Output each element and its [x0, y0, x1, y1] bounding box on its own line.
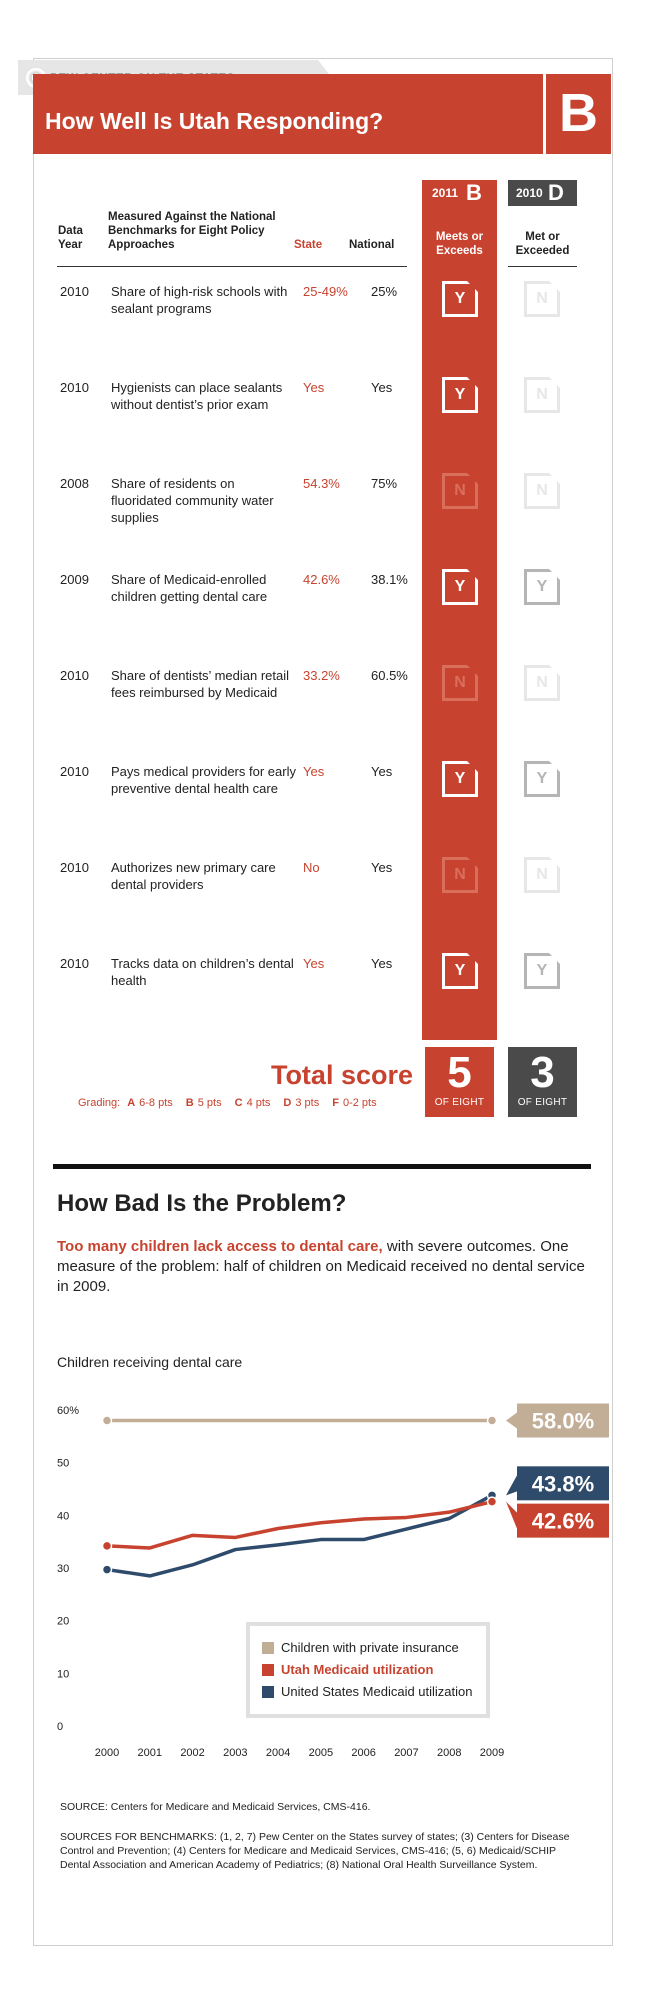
row-measure: Tracks data on children’s dental health — [111, 956, 294, 988]
row-year: 2010 — [60, 860, 89, 875]
x-tick-label: 2007 — [394, 1747, 419, 1759]
grading-scale — [78, 1097, 390, 1109]
header-state: State — [294, 239, 323, 251]
banner-separator — [543, 74, 546, 154]
grading-letter: A — [127, 1097, 136, 1109]
intro-rest: with severe outcomes. One measure of the problem: half of children on Medicaid received no dental service in 2009. — [57, 1238, 585, 1295]
mark-2011: N — [442, 665, 478, 701]
row-year: 2009 — [60, 572, 89, 587]
row-state-value: No — [303, 860, 320, 875]
row-state-value: 25-49% — [303, 284, 348, 299]
grading-letter: B — [185, 1097, 194, 1109]
y-tick-label: 30 — [57, 1563, 70, 1575]
section-title: How Bad Is the Problem? — [57, 1190, 347, 1217]
row-year: 2010 — [60, 668, 89, 683]
grading-letter: D — [283, 1097, 292, 1109]
chart-title: Children receiving dental care — [57, 1354, 243, 1370]
grading-points: 5 pts — [197, 1097, 222, 1109]
intro-lead: Too many children lack access to dental care, — [57, 1238, 383, 1255]
row-measure: Hygienists can place sealants without dentist’s prior exam — [111, 380, 283, 412]
score-2011-box — [425, 1047, 494, 1117]
badge-2011-year: 2011 — [432, 186, 459, 200]
x-tick-label: 2009 — [479, 1747, 505, 1759]
mark-2011: Y — [442, 281, 478, 317]
mark-2010: N — [524, 473, 560, 509]
y-tick-label: 0 — [57, 1721, 64, 1733]
mark-2010: N — [524, 665, 560, 701]
x-tick-label: 2000 — [94, 1747, 120, 1759]
section-divider — [53, 1164, 591, 1169]
badge-2011-grade: B — [466, 180, 482, 205]
x-tick-label: 2006 — [351, 1747, 376, 1759]
header-met-2010: Met or Exceeded — [515, 231, 570, 257]
row-national-value: Yes — [371, 860, 393, 875]
y-tick-label: 10 — [57, 1668, 70, 1681]
legend-label: Children with private insurance — [281, 1640, 459, 1655]
overall-grade: B — [559, 83, 598, 143]
series-point — [103, 1416, 112, 1425]
row-national-value: 38.1% — [371, 572, 408, 587]
mark-2011: Y — [442, 377, 478, 413]
grading-letter: C — [234, 1097, 243, 1109]
line-chart — [0, 1370, 650, 1770]
badge-2010-year: 2010 — [516, 186, 543, 200]
mark-2010: Y — [524, 761, 560, 797]
series-point — [488, 1416, 497, 1425]
row-measure: Share of residents on fluoridated community water supplies — [111, 476, 274, 525]
row-measure: Share of dentists’ median retail fees reimbursed by Medicaid — [111, 668, 290, 700]
x-tick-label: 2005 — [308, 1747, 334, 1759]
grading-letter: F — [332, 1097, 339, 1109]
y-tick-label: 60% — [57, 1405, 80, 1417]
legend-label: Utah Medicaid utilization — [281, 1662, 434, 1677]
badge-2010 — [508, 180, 577, 206]
row-national-value: Yes — [371, 380, 393, 395]
x-tick-label: 2004 — [265, 1747, 291, 1759]
y-tick-label: 50 — [57, 1457, 70, 1470]
y-tick-label: 40 — [57, 1510, 70, 1523]
header-data-year: Data Year — [58, 225, 83, 251]
benchmark-sources: SOURCES FOR BENCHMARKS: (1, 2, 7) Pew Center on the States survey of states; (3) Centers for Disease Control and Prevention; (4) Centers for Medicare and Medicaid Services, CMS-416; (5, 6) Medicaid/SCHIP Dental Association and American Academy of Pediatrics; (8) National Oral Health Surveillance System. — [60, 1831, 570, 1871]
end-label-pointer — [506, 1475, 517, 1495]
total-score-label: Total score — [270, 1060, 413, 1090]
x-tick-label: 2001 — [137, 1747, 163, 1759]
score-2011-of: OF EIGHT — [434, 1097, 485, 1108]
row-state-value: Yes — [303, 380, 325, 395]
header-national: National — [349, 239, 395, 251]
mark-2010: Y — [524, 569, 560, 605]
row-measure: Share of high-risk schools with sealant programs — [111, 284, 288, 316]
mark-2010: Y — [524, 953, 560, 989]
row-year: 2010 — [60, 284, 89, 299]
header-meets-2011: Meets or Exceeds — [435, 231, 484, 257]
row-national-value: 25% — [371, 284, 398, 299]
mark-2010: N — [524, 377, 560, 413]
grading-points: 4 pts — [246, 1097, 271, 1109]
legend-swatch — [262, 1642, 274, 1654]
header-rule-2010 — [508, 266, 577, 267]
end-label: 42.6% — [531, 1508, 595, 1534]
row-measure: Authorizes new primary care dental providers — [111, 860, 276, 892]
mark-2010: N — [524, 281, 560, 317]
row-national-value: 60.5% — [371, 668, 408, 683]
grading-points: 6-8 pts — [139, 1097, 173, 1109]
title-banner — [33, 74, 611, 154]
row-national-value: Yes — [371, 956, 393, 971]
legend-swatch — [262, 1664, 274, 1676]
header-measure: Measured Against the National Benchmarks for Eight Policy Approaches — [108, 211, 276, 251]
row-year: 2010 — [60, 956, 89, 971]
x-tick-label: 2002 — [180, 1747, 205, 1759]
row-state-value: 54.3% — [303, 476, 340, 491]
legend-label: United States Medicaid utilization — [281, 1684, 473, 1699]
row-year: 2008 — [60, 476, 89, 491]
score-2010-box — [508, 1047, 577, 1117]
row-national-value: Yes — [371, 764, 393, 779]
badge-2011 — [422, 180, 497, 206]
mark-2011: Y — [442, 953, 478, 989]
score-2011-value: 5 — [447, 1048, 472, 1097]
series-line — [107, 1495, 492, 1576]
mark-2011: Y — [442, 569, 478, 605]
badge-2010-grade: D — [548, 180, 564, 205]
grading-prefix: Grading: — [78, 1097, 121, 1109]
row-state-value: 42.6% — [303, 572, 340, 587]
page-title: How Well Is Utah Responding? — [45, 108, 384, 134]
mark-2011: N — [442, 473, 478, 509]
row-year: 2010 — [60, 764, 89, 779]
row-measure: Pays medical providers for early preventive dental health care — [111, 764, 296, 796]
row-year: 2010 — [60, 380, 89, 395]
score-2010-of: OF EIGHT — [517, 1097, 568, 1108]
legend-swatch — [262, 1686, 274, 1698]
grading-points: 0-2 pts — [342, 1097, 377, 1109]
end-label: 43.8% — [531, 1471, 595, 1497]
end-label-pointer — [506, 1502, 517, 1529]
grading-points: 3 pts — [295, 1097, 320, 1109]
x-tick-label: 2008 — [436, 1747, 462, 1759]
y-tick-label: 20 — [57, 1615, 70, 1628]
row-state-value: 33.2% — [303, 668, 340, 683]
row-state-value: Yes — [303, 956, 325, 971]
row-measure: Share of Medicaid-enrolled children getting dental care — [111, 572, 268, 604]
column-2011 — [422, 205, 497, 1040]
mark-2011: N — [442, 857, 478, 893]
end-label: 58.0% — [531, 1408, 595, 1434]
mark-2010: N — [524, 857, 560, 893]
row-national-value: 75% — [371, 476, 398, 491]
score-2010-value: 3 — [530, 1048, 555, 1097]
source-note: SOURCE: Centers for Medicare and Medicaid Services, CMS-416. — [60, 1801, 371, 1813]
row-state-value: Yes — [303, 764, 325, 779]
intro-paragraph — [57, 1237, 597, 1297]
mark-2011: Y — [442, 761, 478, 797]
series-point — [103, 1541, 112, 1550]
header-rule — [57, 266, 407, 267]
end-label-pointer — [506, 1413, 517, 1429]
x-tick-label: 2003 — [223, 1747, 248, 1759]
series-point — [488, 1497, 497, 1506]
series-point — [103, 1565, 112, 1574]
